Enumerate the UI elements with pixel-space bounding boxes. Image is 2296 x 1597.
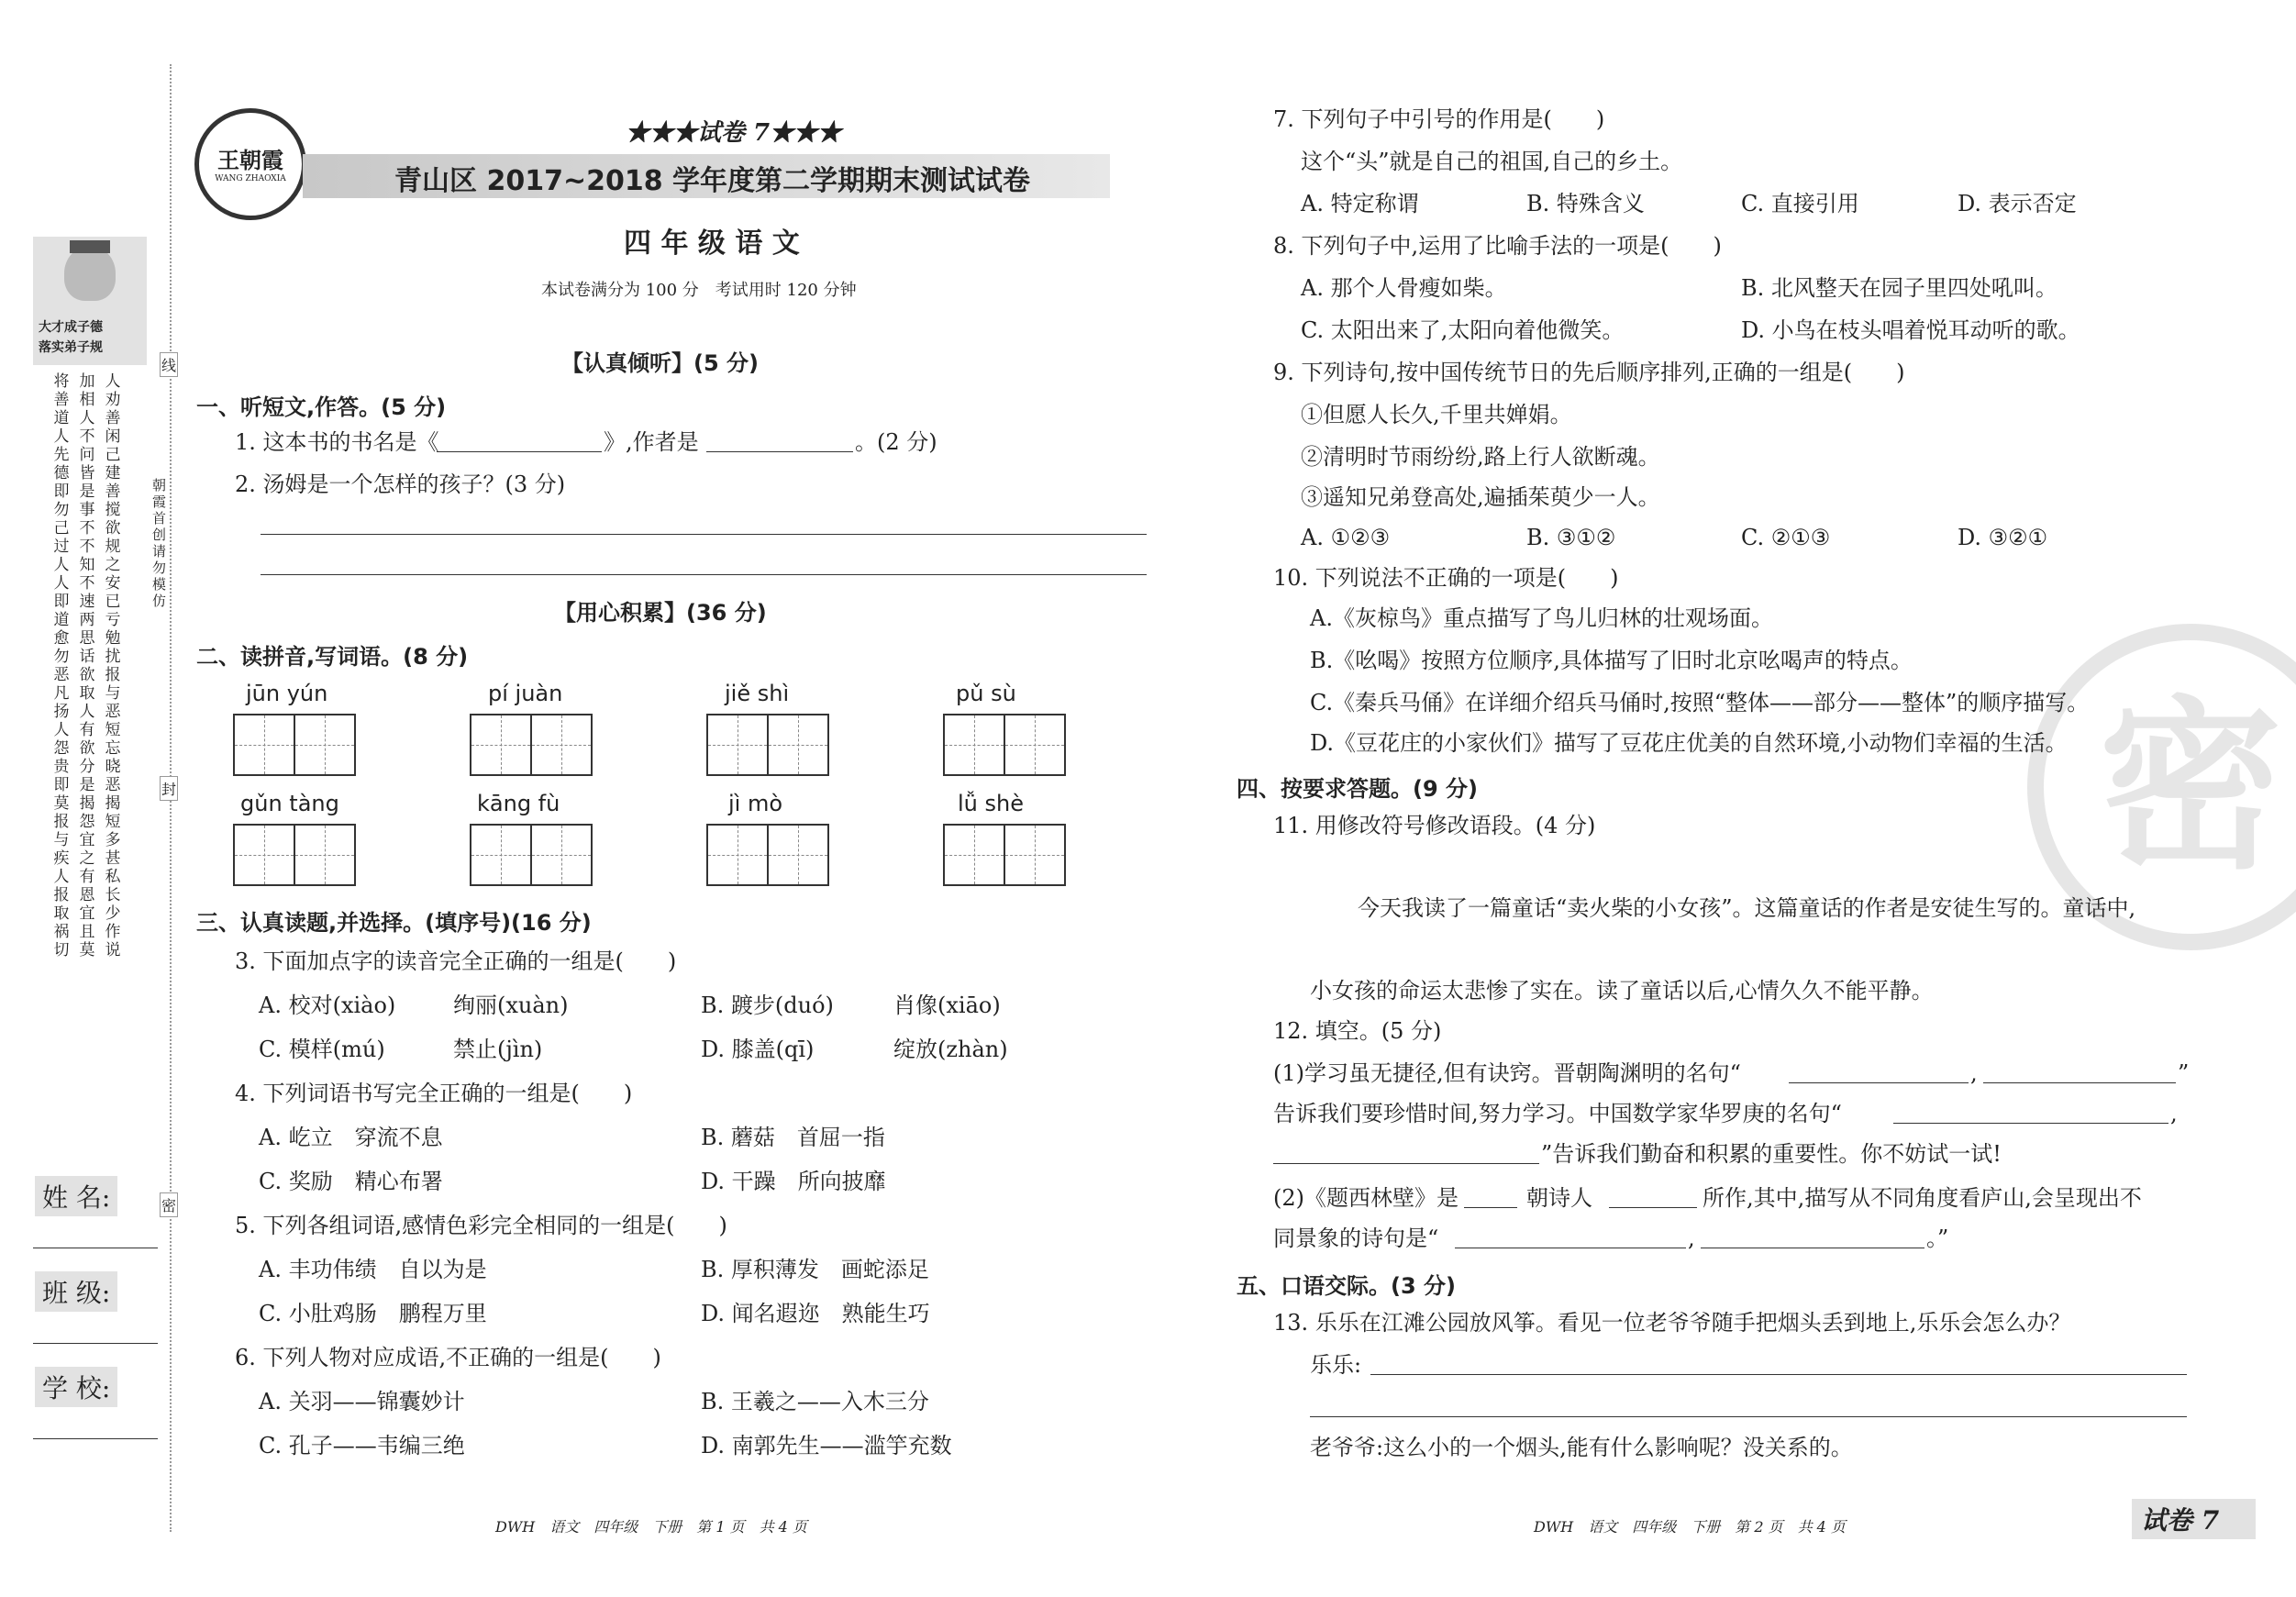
q2-text: 2. 汤姆是一个怎样的孩子？(3 分) [235,471,566,497]
q1-book-blank[interactable] [437,451,602,452]
q4-option-d: D. 干躁 所向披靡 [701,1169,886,1194]
q11-text: 11. 用修改符号修改语段。(4 分) [1273,813,1596,838]
q3-option-a1: A. 校对(xiào) [259,993,396,1018]
q9-option-b: B. ③①② [1526,525,1616,550]
q12-endquote-1: ” [2178,1060,2190,1086]
heading-1: 一、听短文,作答。(5 分) [196,394,447,420]
q12-line-5: 同景象的诗句是“ [1273,1225,1439,1251]
motto-column: 怨贵即莫 [53,739,70,813]
motto-column: 报与疾人 [53,813,70,886]
q10-text: 10. 下列说法不正确的一项是( ) [1273,565,1619,591]
motto-column: 先德即勿 [53,446,70,519]
q7-option-b: B. 特殊含义 [1526,191,1645,216]
q11-paragraph-1: 今天我读了一篇童话“卖火柴的小女孩”。这篇童话的作者是安徒生写的。童话中, [1358,895,2136,921]
motto-column: 己过人人 [53,519,70,593]
scholar-hat [70,240,110,253]
q7-sentence: 这个“头”就是自己的祖国,自己的乡土。 [1301,149,1683,174]
motto-column: 已亏勉扰 [105,593,121,666]
motto-line-1: 大才成子德 [39,320,103,335]
heading-2: 二、读拼音,写词语。(8 分) [196,644,469,670]
q3-option-b2: 肖像(xiāo) [893,993,1001,1018]
exam-series: ★★★试卷 7★★★ [626,119,842,147]
exam-subject: 四 年 级 语 文 [624,227,800,260]
brand-logo-text: 王朝霞 [217,147,283,173]
q6-option-b: B. 王羲之——入木三分 [701,1389,929,1414]
q4-option-c: C. 奖励 精心布署 [259,1169,443,1194]
q6-option-d: D. 南郭先生——滥竽充数 [701,1433,952,1458]
school-label: 学 校: [35,1367,117,1407]
q8-option-a: A. 那个人骨瘦如柴。 [1301,275,1507,301]
motto-column: 问皆是事 [79,446,95,519]
section-listening: 【认真倾听】(5 分) [561,350,759,376]
q10-option-c: C.《秦兵马俑》在详细介绍兵马俑时,按照“整体——部分——整体”的顺序描写。 [1310,690,2090,715]
q3-option-a2: 绚丽(xuàn) [453,993,569,1018]
q1-text-b: 》,作者是 [604,429,699,455]
q12-line-4a: (2)《题西林壁》是 [1273,1185,1459,1211]
lele-label: 乐乐: [1310,1352,1362,1378]
q12-comma-1: , [1970,1060,1978,1086]
q5-option-b: B. 厚积薄发 画蛇添足 [701,1257,929,1282]
heading-5: 五、口语交际。(3 分) [1237,1273,1456,1299]
motto-column: 长少作说 [105,886,121,959]
class-label: 班 级: [35,1271,117,1312]
motto-column: 短多甚私 [105,813,121,886]
motto-column: 恶凡扬人 [53,666,70,739]
footer-page-2: DWH 语文 四年级 下册 第 2 页 共 4 页 [1534,1518,1846,1536]
pinyin-8: lǚ shè [958,791,1024,816]
motto-column: 速两思话 [79,593,95,666]
q3-option-c2: 禁止(jìn) [453,1037,543,1062]
q12-dynasty-blank[interactable] [1464,1207,1517,1208]
q12-blank-3[interactable] [1893,1123,2168,1124]
q1-author-blank[interactable] [706,451,853,452]
motto-column: 加相人不 [79,372,95,446]
motto-column: 报与恶短 [105,666,121,739]
motto-column: 己建善搅 [105,446,121,519]
motto-column: 欲规之安 [105,519,121,593]
exam-badge: 试卷 7 [2132,1499,2256,1539]
motto-column: 欲取人有 [79,666,95,739]
pinyin-4: pǔ sù [956,681,1016,706]
q9-option-a: A. ①②③ [1301,525,1391,550]
q4-text: 4. 下列词语书写完全正确的一组是( ) [235,1081,633,1106]
cut-mark-line: 线 [160,352,178,377]
q9-line-3: ③遥知兄弟登高处,遍插茱萸少一人。 [1301,484,1660,510]
pinyin-2: pí juàn [488,681,563,706]
grandpa-line: 老爷爷:这么小的一个烟头,能有什么影响呢？没关系的。 [1310,1435,1853,1460]
q12-endquote-2: 。” [1926,1225,1949,1251]
q9-line-2: ②清明时节雨纷纷,路上行人欲断魂。 [1301,444,1660,470]
q10-option-a: A.《灰椋鸟》重点描写了鸟儿归林的壮观场面。 [1310,605,1773,631]
q9-option-d: D. ③②① [1958,525,2048,550]
q9-option-c: C. ②①③ [1741,525,1831,550]
heading-3: 三、认真读题,并选择。(填序号)(16 分) [196,910,592,936]
pinyin-7: jì mò [728,791,783,816]
heading-4: 四、按要求答题。(9 分) [1237,776,1478,802]
q12-comma-2: , [2170,1101,2178,1126]
write-grid-5[interactable] [233,824,354,886]
q7-option-d: D. 表示否定 [1958,191,2077,216]
motto-column: 报取祸切 [53,886,70,959]
seal-char: 密 [2098,679,2282,894]
write-grid-7[interactable] [706,824,827,886]
school-field[interactable] [33,1438,158,1439]
motto-column: 欲分是揭 [79,739,95,813]
q8-text: 8. 下列句子中,运用了比喻手法的一项是( ) [1273,233,1722,259]
q12-line-4b: 朝诗人 [1526,1185,1592,1211]
pinyin-1: jūn yún [246,681,328,706]
q12-blank-4[interactable] [1273,1163,1539,1164]
q8-option-d: D. 小鸟在枝头唱着悦耳动听的歌。 [1741,317,2080,343]
exam-info: 本试卷满分为 100 分 考试用时 120 分钟 [541,281,857,300]
q1-text-c: 。(2 分) [855,429,937,455]
pinyin-3: jiě shì [725,681,790,706]
q12-line-3: ”告诉我们勤奋和积累的重要性。你不妨试一试! [1541,1141,2002,1167]
q5-option-d: D. 闻名遐迩 熟能生巧 [701,1301,930,1326]
q4-option-a: A. 屹立 穿流不息 [259,1125,443,1150]
motto-column: 恩宜且莫 [79,886,95,959]
q11-paragraph-2: 小女孩的命运太悲惨了实在。读了童话以后,心情久久不能平静。 [1310,978,1934,1004]
q8-option-c: C. 太阳出来了,太阳向着他微笑。 [1301,317,1625,343]
lele-answer-line[interactable] [1370,1374,2187,1375]
motto-column: 怨宜之有 [79,813,95,886]
q1-text-a: 1. 这本书的书名是《 [235,429,439,455]
q3-text: 3. 下面加点字的读音完全正确的一组是( ) [235,948,677,974]
cut-mark-seal: 封 [160,776,178,801]
q5-text: 5. 下列各组词语,感情色彩完全相同的一组是( ) [235,1213,727,1238]
q2-answer-line-1[interactable] [261,534,1147,535]
motto-column: 人劝善闲 [105,372,121,446]
q12-blank-2[interactable] [1983,1082,2176,1083]
q10-option-b: B.《吆喝》按照方位顺序,具体描写了旧时北京吆喝声的特点。 [1310,648,1913,673]
q5-option-a: A. 丰功伟绩 自以为是 [259,1257,487,1282]
q13-text: 13. 乐乐在江滩公园放风筝。看见一位老爷爷随手把烟头丢到地上,乐乐会怎么办？ [1273,1310,2071,1336]
q12-line-2: 告诉我们要珍惜时间,努力学习。中国数学家华罗庚的名句“ [1273,1101,1842,1126]
q12-line-4c: 所作,其中,描写从不同角度看庐山,会呈现出不 [1703,1185,2142,1211]
scholar-figure [64,246,116,301]
q12-comma-3: , [1688,1225,1695,1251]
pinyin-6: kāng fù [477,791,560,816]
q3-option-c1: C. 模样(mú) [259,1037,385,1062]
pinyin-5: gǔn tàng [240,791,339,816]
write-grid-2[interactable] [470,714,591,776]
q3-option-d2: 绽放(zhàn) [893,1037,1008,1062]
write-grid-6[interactable] [470,824,591,886]
q3-option-d1: D. 膝盖(qī) [701,1037,815,1062]
q8-option-b: B. 北风整天在园子里四处吼叫。 [1741,275,2058,301]
footer-page-1: DWH 语文 四年级 下册 第 1 页 共 4 页 [495,1518,807,1536]
class-field[interactable] [33,1343,158,1344]
brand-logo [194,108,306,220]
motto-column: 将善道人 [53,372,70,446]
write-grid-8[interactable] [943,824,1064,886]
write-grid-1[interactable] [233,714,354,776]
lele-answer-line-2[interactable] [1310,1416,2187,1417]
q7-text: 7. 下列句子中引号的作用是( ) [1273,106,1605,132]
q2-answer-line-2[interactable] [261,574,1147,575]
name-label: 姓 名: [35,1176,117,1216]
q3-option-b1: B. 踱步(duó) [701,993,834,1018]
q4-option-b: B. 蘑菇 首屈一指 [701,1125,885,1150]
q12-poet-blank[interactable] [1609,1207,1697,1208]
write-grid-4[interactable] [943,714,1064,776]
q7-option-a: A. 特定称谓 [1301,191,1419,216]
q9-text: 9. 下列诗句,按中国传统节日的先后顺序排列,正确的一组是( ) [1273,360,1905,385]
motto-column: 即道愈勿 [53,593,70,666]
brand-logo-subtext: WANG ZHAOXIA [215,174,286,183]
q5-option-c: C. 小肚鸡肠 鹏程万里 [259,1301,487,1326]
motto-column: 不不知不 [79,519,95,593]
q9-line-1: ①但愿人长久,千里共婵娟。 [1301,402,1572,427]
q6-option-a: A. 关羽——锦囊妙计 [259,1389,465,1414]
exam-title: 青山区 2017~2018 学年度第二学期期末测试试卷 [394,165,1031,197]
q7-option-c: C. 直接引用 [1741,191,1859,216]
section-accumulate: 【用心积累】(36 分) [554,600,767,626]
q10-option-d: D.《豆花庄的小家伙们》描写了豆花庄优美的自然环境,小动物们幸福的生活。 [1310,730,2068,756]
motto-column: 忘晓恶揭 [105,739,121,813]
q6-text: 6. 下列人物对应成语,不正确的一组是( ) [235,1345,661,1370]
q12-text: 12. 填空。(5 分) [1273,1018,1442,1044]
q12-blank-1[interactable] [1789,1082,1969,1083]
q12-line-1: (1)学习虽无捷径,但有诀窍。晋朝陶渊明的名句“ [1273,1060,1741,1086]
q6-option-c: C. 孔子——韦编三绝 [259,1433,465,1458]
cut-mark-secret: 密 [160,1192,178,1217]
write-grid-3[interactable] [706,714,827,776]
copyright-notice: 朝霞首创 请勿模仿 [152,477,167,609]
motto-line-2: 落实弟子规 [39,340,103,355]
